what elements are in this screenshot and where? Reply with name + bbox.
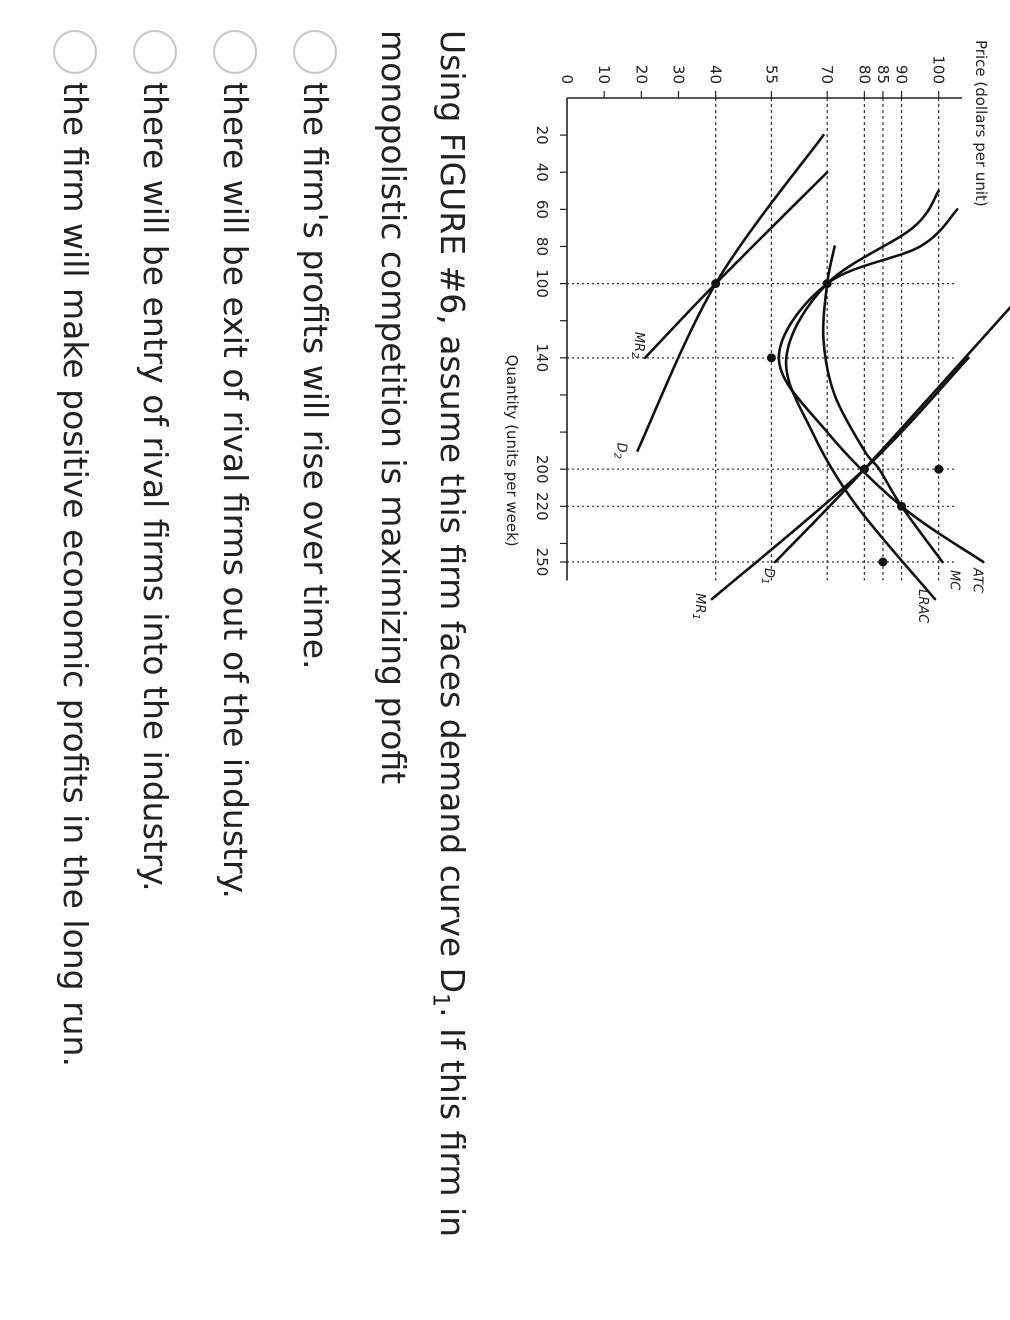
cost-demand-chart [490, 0, 1010, 1000]
answer-option-1-label: the firm's profits will rise over time. [296, 82, 335, 670]
radio-button-4[interactable] [53, 30, 97, 74]
question-text-part1: Using FIGURE #6, assume this firm faces demand curve D [433, 30, 472, 994]
y-tick-label-70: 70 [818, 64, 837, 84]
curve-mr1 [712, 358, 968, 599]
answer-option-2-label: there will be exit of rival firms out of the industry. [216, 82, 255, 899]
intersection-point-220-90 [897, 502, 906, 511]
y-tick-label-40: 40 [706, 64, 725, 84]
curve-d1 [775, 284, 1010, 562]
x-tick-label-20: 20 [533, 125, 551, 145]
curve-label-d1: $D_1$ [759, 568, 777, 585]
y-tick-label-100: 100 [929, 55, 948, 84]
curve-atc [779, 209, 983, 562]
radio-button-1[interactable] [293, 30, 337, 74]
y-tick-label-10: 10 [595, 64, 614, 84]
y-tick-label-90: 90 [892, 64, 911, 84]
answer-option-3[interactable] [115, 30, 195, 1067]
x-tick-label-40: 40 [533, 162, 551, 182]
y-tick-label-20: 20 [632, 64, 651, 84]
curve-label-d2: $D_2$ [611, 442, 629, 460]
curve-label-lrac: LRAC [914, 589, 930, 624]
question-text [370, 30, 475, 1280]
radio-button-3[interactable] [133, 30, 177, 74]
x-tick-label-250: 250 [533, 547, 551, 577]
y-tick-label-30: 30 [669, 64, 688, 84]
x-tick-label-100: 100 [533, 269, 551, 298]
intersection-point-140-55 [767, 353, 776, 362]
answer-option-2[interactable] [195, 30, 275, 1067]
curve-label-mc: MC [946, 570, 962, 591]
x-tick-label-200: 200 [533, 454, 551, 484]
curve-label-atc: ATC [969, 568, 985, 593]
x-tick-label-80: 80 [533, 236, 551, 257]
y-tick-label-0: 0 [558, 74, 576, 84]
intersection-point-250-85 [878, 558, 887, 567]
answer-option-1[interactable] [275, 30, 355, 1067]
intersection-point-200-80 [860, 465, 869, 474]
y-tick-label-55: 55 [762, 64, 781, 84]
intersection-point-200-100 [934, 465, 943, 474]
intersection-point-100-40 [711, 279, 720, 288]
x-tick-label-60: 60 [533, 199, 551, 219]
x-axis-title: Quantity (units per week) [503, 354, 521, 547]
radio-button-2[interactable] [213, 30, 257, 74]
y-axis-title: Price (dollars per unit) [972, 40, 990, 207]
curve-d2 [638, 135, 824, 451]
curve-label-mr2: $MR_2$ [629, 331, 647, 359]
x-tick-label-220: 220 [533, 491, 551, 521]
answer-option-4[interactable] [35, 30, 115, 1067]
question-text-part2: . If this firm in monopolistic competition is maximizing profit [374, 30, 472, 1238]
curve-label-mr1: $MR_1$ [689, 593, 707, 620]
curve-lrac [786, 191, 939, 599]
x-tick-label-140: 140 [533, 343, 551, 373]
y-tick-label-80: 80 [855, 64, 874, 84]
answer-options [35, 30, 355, 1067]
answer-option-4-label: the firm will make positive economic profits in the long run. [56, 82, 95, 1067]
answer-option-3-label: there will be entry of rival firms into the industry. [136, 82, 175, 892]
question-subscript: 1 [427, 993, 453, 1008]
curve-mr2 [645, 172, 827, 358]
y-tick-label-85: 85 [873, 64, 892, 84]
intersection-point-100-70 [823, 279, 832, 288]
